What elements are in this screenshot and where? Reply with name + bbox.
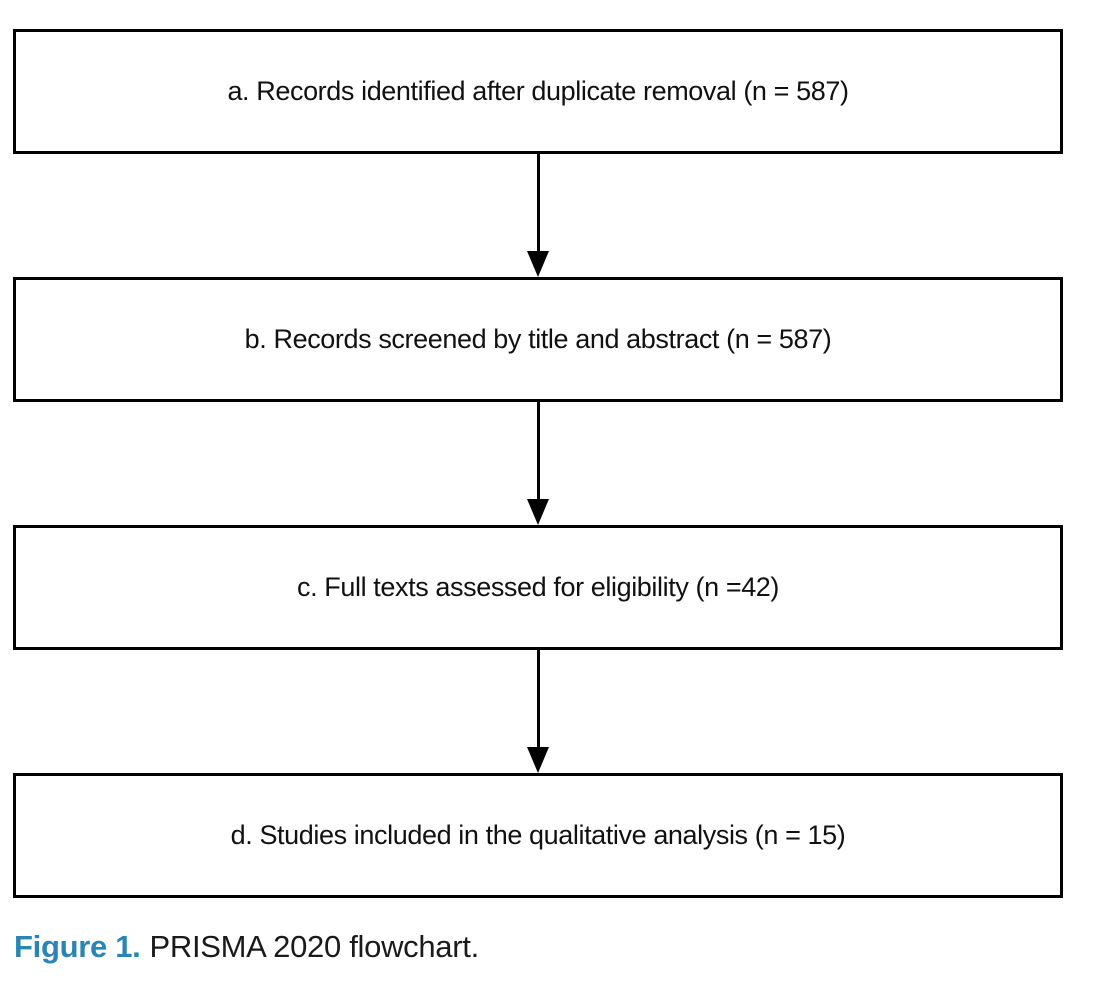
flow-box-records-identified xyxy=(13,29,1063,154)
down-arrow-line xyxy=(537,650,540,747)
flow-box-full-texts-assessed-label: c. Full texts assessed for eligibility (n =42) xyxy=(296,572,780,603)
down-arrow-line xyxy=(537,402,540,499)
flow-box-studies-included xyxy=(13,773,1063,898)
figure-caption-number: Figure 1. xyxy=(14,929,141,964)
figure-caption xyxy=(14,929,479,965)
down-arrow-line xyxy=(537,154,540,251)
flow-box-full-texts-assessed xyxy=(13,525,1063,650)
flow-box-records-identified-label: a. Records identified after duplicate removal (n = 587) xyxy=(227,76,849,107)
flowchart xyxy=(13,29,1063,898)
down-arrow-head xyxy=(527,499,549,525)
down-arrow-head xyxy=(527,251,549,277)
flow-box-records-screened-label: b. Records screened by title and abstract (n = 587) xyxy=(244,324,832,355)
down-arrow-icon xyxy=(13,650,1063,773)
down-arrow-head xyxy=(527,747,549,773)
flow-box-records-screened xyxy=(13,277,1063,402)
down-arrow-icon xyxy=(13,402,1063,525)
down-arrow-icon xyxy=(13,154,1063,277)
figure-caption-text: PRISMA 2020 flowchart. xyxy=(149,929,479,964)
flow-box-studies-included-label: d. Studies included in the qualitative analysis (n = 15) xyxy=(230,820,846,851)
